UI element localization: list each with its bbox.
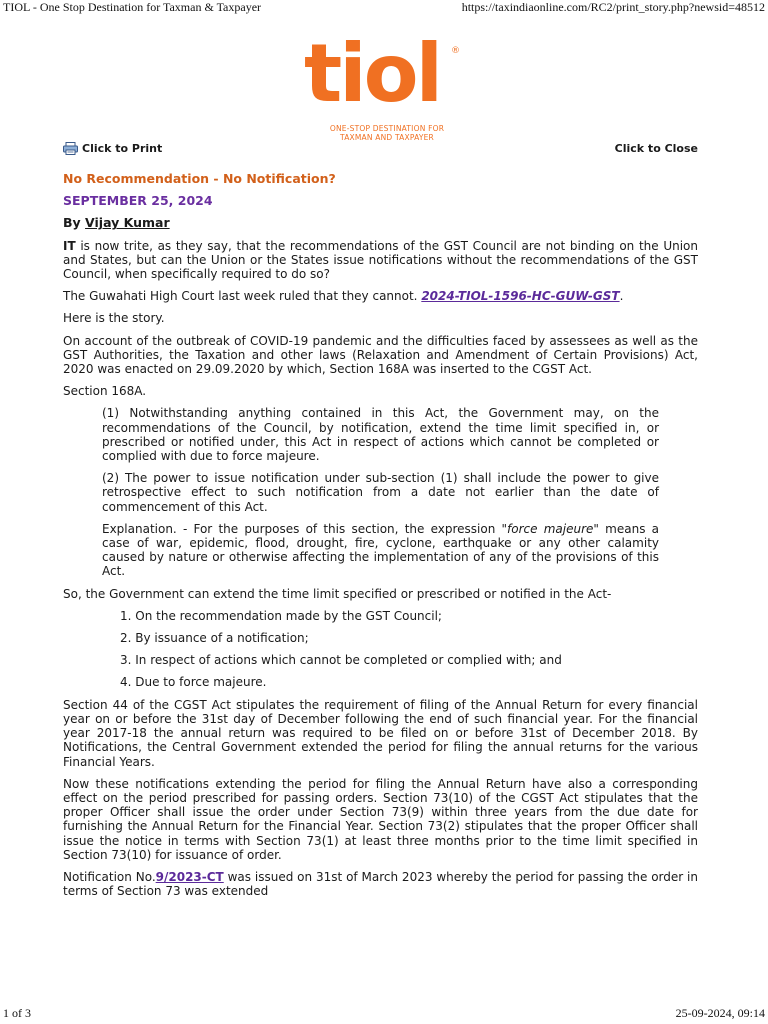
paragraph-ruling-text: The Guwahati High Court last week ruled that they cannot.: [63, 289, 422, 304]
print-url: https://taxindiaonline.com/RC2/print_story.php?newsid=48512: [461, 0, 765, 14]
statute-quote: [102, 406, 659, 578]
printer-icon: [63, 142, 78, 155]
logo-tagline-line1: ONE-STOP DESTINATION FOR: [329, 124, 445, 133]
print-page-title: TIOL - One Stop Destination for Taxman & Taxpayer: [3, 0, 262, 14]
paragraph-notification-text: Notification No.: [63, 869, 156, 884]
byline-prefix: By: [63, 215, 81, 231]
paragraph-story: Here is the story.: [63, 311, 165, 326]
paragraph-intro-text: is now trite, as they say, that the recommendations of the GST Council are not binding on the Union and States, but can the Union or the States issue notifications without the recommendations of the GST Council, when specifically required to do so?: [63, 238, 698, 282]
print-label: Click to Print: [82, 141, 163, 155]
list-item: 2. By issuance of a notification;: [120, 631, 309, 646]
logo-tagline-line2: TAXMAN AND TAXPAYER: [340, 133, 434, 142]
toolbar: [63, 140, 698, 156]
notification-link[interactable]: 9/2023-CT: [155, 869, 224, 884]
paragraph-section-73: Now these notifications extending the period for filing the Annual Return have also a corresponding effect on the period prescribed for passing orders. Section 73(10) of the CGST Act stipulates that the proper Officer shall issue the order under Section 73(9) within three years from the due date for furnishing the Annual Return for the Financial Year. Section 73(2) stipulates that the proper Officer shall issue the notice in terms with Section 73(1) at least three months prior to the time limit specified in Section 73(10) for issuance of order.: [63, 776, 698, 862]
article-title: No Recommendation - No Notification?: [63, 171, 336, 186]
byline: [63, 216, 698, 230]
paragraph-background: On account of the outbreak of COVID-19 pandemic and the difficulties faced by assessees as well as the GST Authorities, the Taxation and other laws (Relaxation and Amendment of Certain Provisions) Act, 2020 was enacted on 29.09.2020 by which, Section 168A was inserted to the CGST Act.: [63, 333, 698, 377]
paragraph-notification-rest: was issued on 31st of March 2023 whereby the period for passing the order in terms of Section 73 was extended: [63, 869, 698, 899]
article: [63, 172, 698, 906]
registered-mark: ®: [451, 46, 460, 56]
print-button[interactable]: [63, 142, 162, 155]
quote-explanation-rest: means a case of war, epidemic, flood, drought, fire, cyclone, earthquake or any other calamity caused by nature or otherwise affecting the implementation of any of the provisions of this Act.: [102, 521, 660, 579]
paragraph-section-heading: Section 168A.: [63, 384, 147, 399]
print-datetime: 25-09-2024, 09:14: [675, 1006, 765, 1020]
quote-explanation-text: Explanation. - For the purposes of this section, the expression: [102, 521, 502, 536]
quote-explanation-term: "force majeure": [501, 521, 599, 536]
quote-explanation: [102, 522, 659, 579]
paragraph-ruling: [63, 289, 698, 303]
article-date: SEPTEMBER 25, 2024: [63, 193, 213, 209]
quote-subsection-1: (1) Notwithstanding anything contained in this Act, the Government may, on the recommendations of the Council, by notification, extend the time limit specified in, or prescribed or notified under, this Act in respect of actions which cannot be completed or complied with due to force majeure.: [102, 406, 659, 464]
logo-wordmark: tiol: [304, 27, 441, 120]
paragraph-section-44: Section 44 of the CGST Act stipulates the requirement of filing of the Annual Return for every financial year on or before the 31st day of December following the end of such financial year. For the financial year 2017-18 the annual return was required to be filed on or before 31st of December 2018. By Notifications, the Central Government extended the period for filing the annual returns for the various Financial Years.: [63, 697, 698, 769]
paragraph-notification: [63, 870, 698, 898]
print-header: [3, 0, 765, 16]
lead-word: IT: [63, 238, 76, 253]
tiol-logo: [300, 27, 470, 146]
list-item: 1. On the recommendation made by the GST Council;: [120, 608, 442, 623]
paragraph-summary: So, the Government can extend the time limit specified or prescribed or notified in the Act-: [63, 586, 612, 601]
quote-subsection-2: (2) The power to issue notification under sub-section (1) shall include the power to give retrospective effect to such notification from a date not earlier than the date of commencement of this Act.: [102, 471, 659, 514]
paragraph-intro: [63, 239, 698, 282]
author-name[interactable]: Vijay Kumar: [85, 215, 170, 231]
page-count: 1 of 3: [3, 1006, 31, 1020]
paragraph-ruling-end: .: [619, 289, 624, 304]
list-item: 3. In respect of actions which cannot be completed or complied with; and: [120, 653, 562, 668]
close-button[interactable]: Click to Close: [614, 141, 698, 155]
print-footer: [3, 1007, 765, 1021]
citation-link[interactable]: 2024-TIOL-1596-HC-GUW-GST: [421, 289, 620, 304]
list-item: 4. Due to force majeure.: [120, 675, 267, 690]
conditions-list: [63, 609, 698, 690]
